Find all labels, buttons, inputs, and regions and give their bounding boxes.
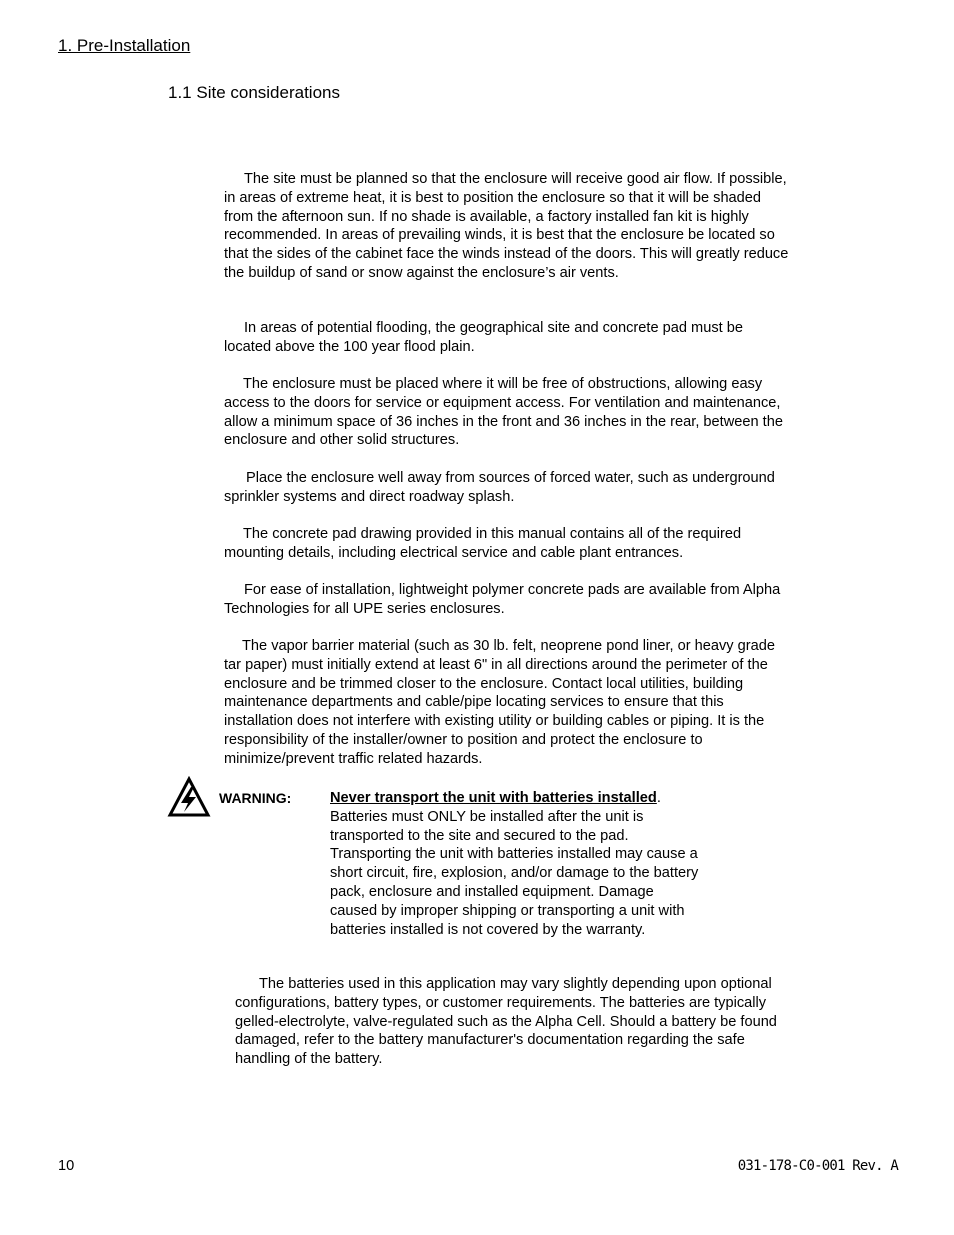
paragraph-forced-water: Place the enclosure well away from sources of forced water, such as underground sprinkler systems and direct roadway splash. [224, 470, 775, 505]
paragraph-polymer-pads: For ease of installation, lightweight polymer concrete pads are available from Alpha Technologies for all UPE series enclosures. [224, 582, 781, 617]
paragraph-obstructions: The enclosure must be placed where it will be free of obstructions, allowing easy access to the doors for service or equipment access. For ventilation and maintenance, allow a minimum space of 36 inches in the front and 36 inches in the rear, between the enclosure and other solid structures. [224, 376, 783, 449]
paragraph-batteries: The batteries used in this application may vary slightly depending upon optional configurations, battery types, or customer requirements. The batteries are typically gelled-electrolyte, valve-regulated such as the Alpha Cell. Should a battery be found damaged, refer to the battery manufacturer's documentation regarding the safe handling of the battery. [235, 976, 777, 1068]
paragraph-air-flow: The site must be planned so that the enclosure will receive good air flow. If possible, in areas of extreme heat, it is best to position the enclosure so that it will be shaded from the afternoon sun. If no shade is available, a factory installed fan kit is highly recommended. In areas of prevailing winds, it is best that the enclosure be located so that the sides of the cabinet face the winds instead of the doors. This will greatly reduce the buildup of sand or snow against the enclosure’s air vents. [224, 171, 789, 281]
page-number: 10 [58, 1158, 75, 1174]
paragraph-concrete-pad: The concrete pad drawing provided in this manual contains all of the required mounting details, including electrical service and cable plant entrances. [224, 526, 742, 561]
warning-description: Batteries must ONLY be installed after the unit is transported to the site and secured to the pad. Transporting the unit with batteries installed may cause a short circuit, fire, explosion, and/or damage to the battery pack, enclosure and installed equipment. Damage caused by improper shipping or transporting a unit with batteries installed is not covered by the warranty. [330, 808, 699, 938]
section-heading: 1. Pre-Installation [58, 36, 191, 55]
warning-label: WARNING: [219, 790, 292, 806]
warning-title: Never transport the unit with batteries installed [330, 790, 657, 806]
paragraph-vapor-barrier: The vapor barrier material (such as 30 lb. felt, neoprene pond liner, or heavy grade tar paper) must initially extend at least 6" in all directions around the perimeter of the enclosure and be trimmed closer to the enclosure. Contact local utilities, building maintenance departments and cable/pipe locating services to ensure that this installation does not interfere with existing utility or building cables or piping. It is the responsibility of the installer/owner to position and protect the enclosure to minimize/prevent traffic related hazards. [224, 638, 775, 767]
paragraph-flooding: In areas of potential flooding, the geographical site and concrete pad must be located above the 100 year flood plain. [224, 320, 743, 355]
document-id: 031-178-C0-001 Rev. A [737, 1158, 898, 1174]
subsection-heading: 1.1 Site considerations [168, 83, 340, 102]
warning-text [330, 789, 702, 939]
warning-title-period: . [656, 790, 661, 806]
electrical-hazard-icon [167, 776, 211, 818]
